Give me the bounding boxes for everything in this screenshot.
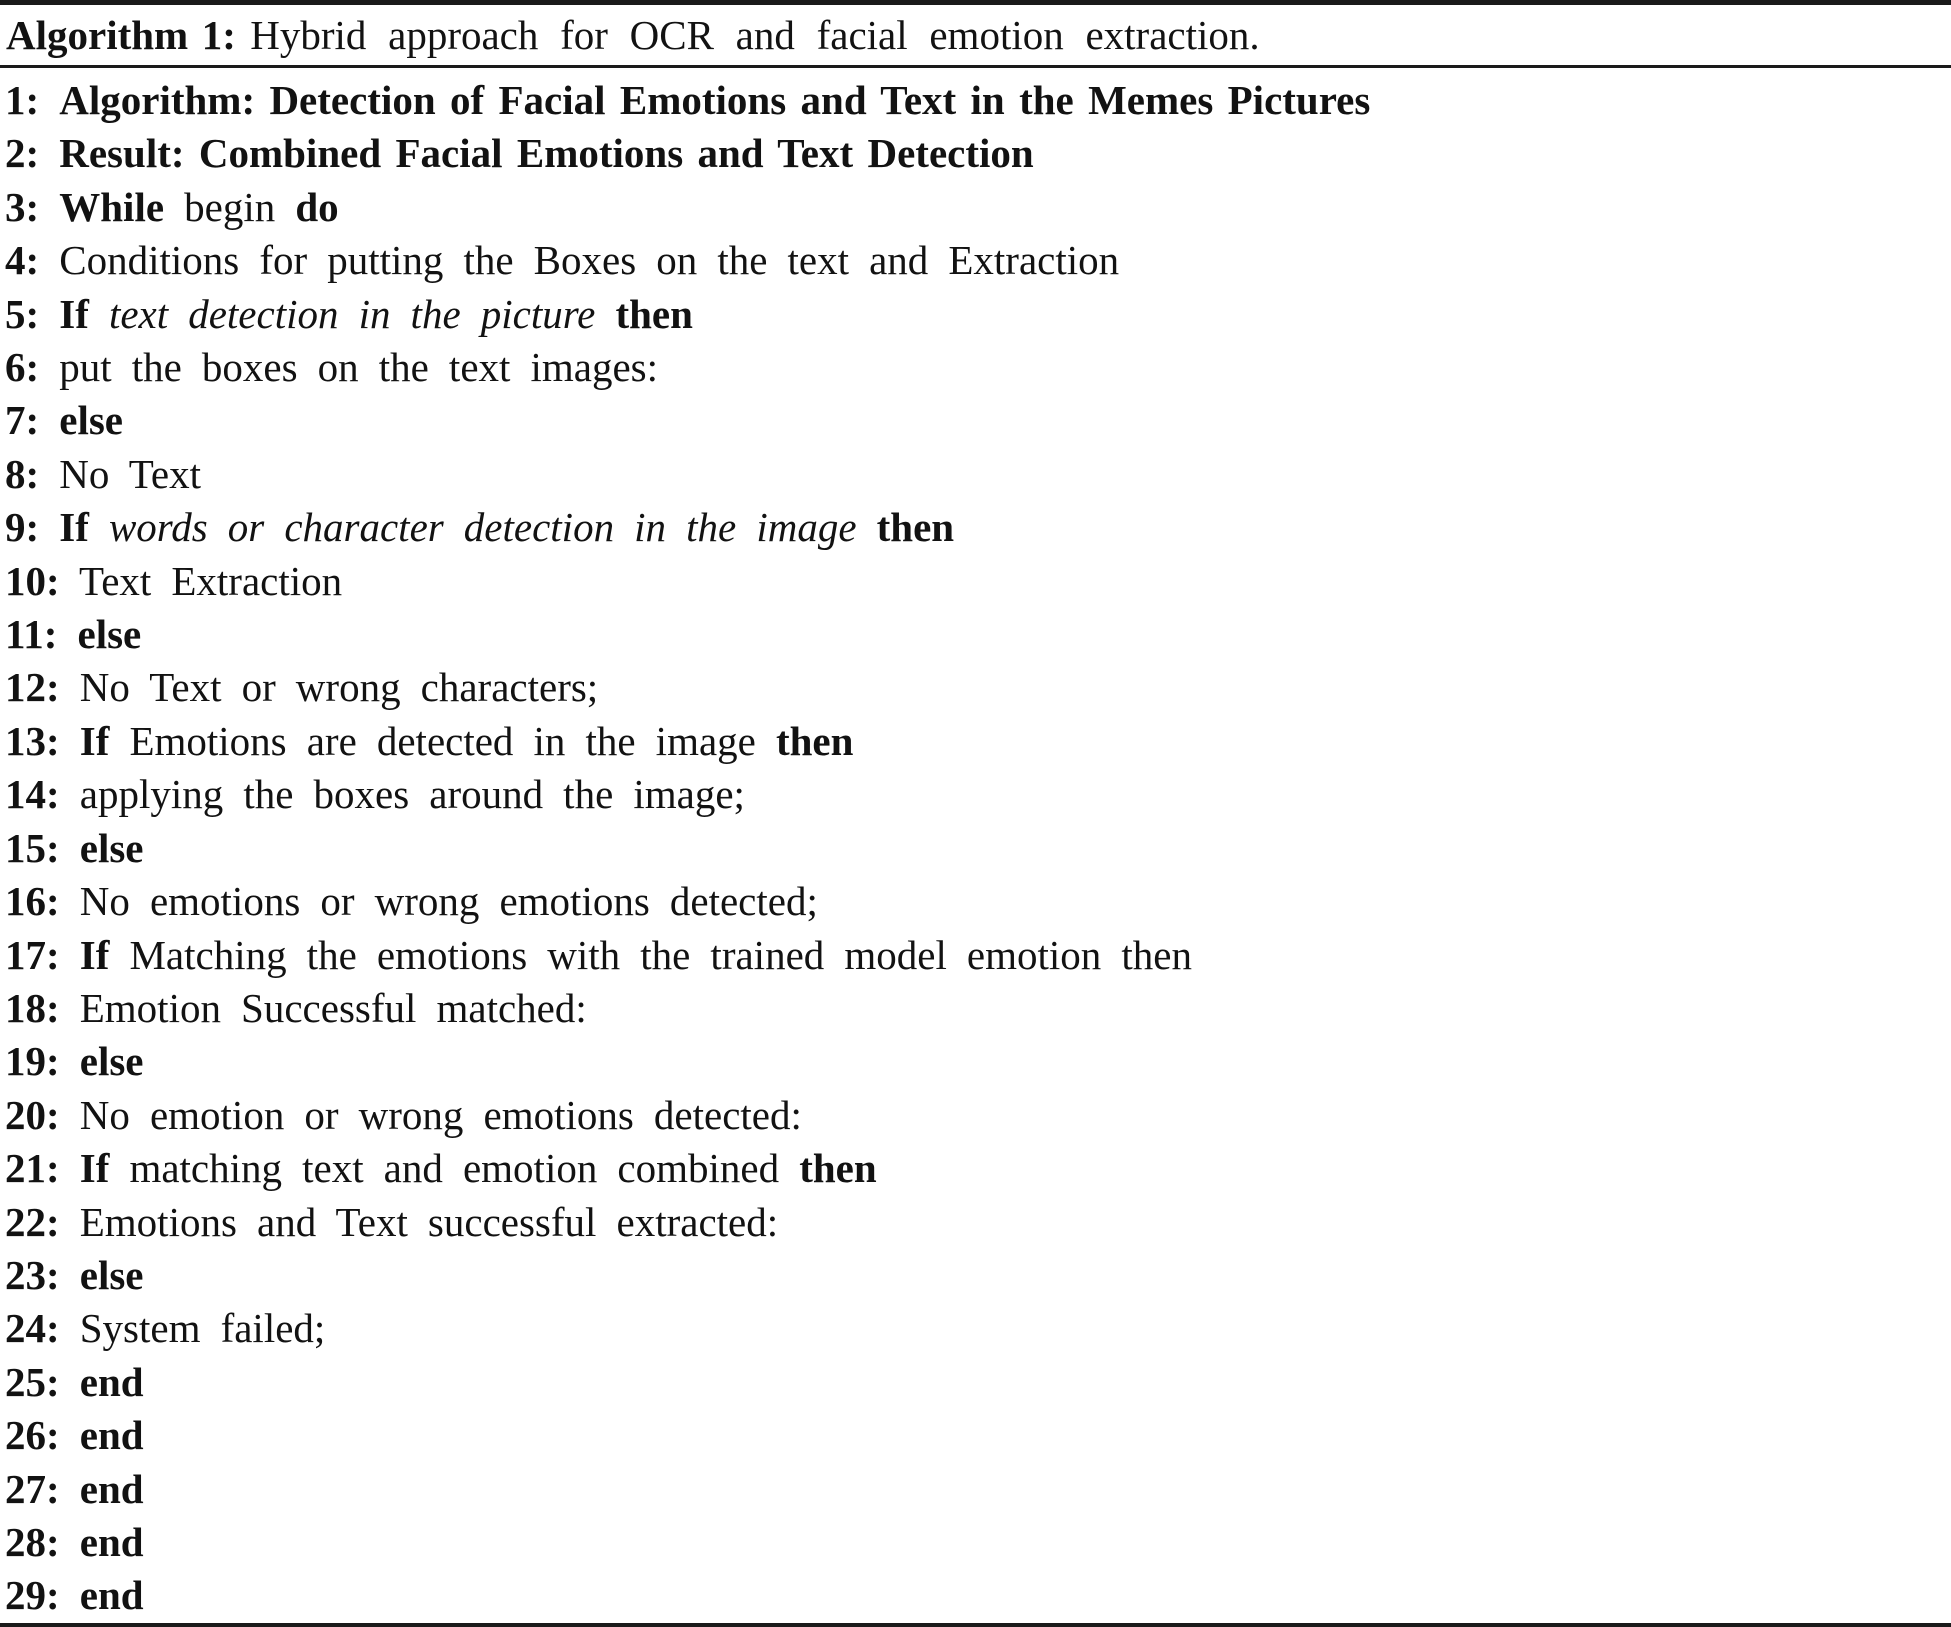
line-segment: applying the boxes around the image; <box>79 771 745 818</box>
line-number: 14: <box>5 771 60 818</box>
line-number: 29: <box>5 1572 60 1619</box>
line-segment: end <box>79 1358 144 1405</box>
line-segment: Algorithm: Detection of Facial Emotions and Text in the Memes Pictures <box>59 77 1371 123</box>
line-segment: begin <box>184 183 276 230</box>
algo-line <box>5 929 1943 982</box>
algo-line <box>5 822 1943 875</box>
line-segment: do <box>295 183 339 230</box>
algo-line <box>5 181 1943 234</box>
algo-line <box>5 608 1943 661</box>
line-segment: Result: Combined Facial Emotions and Text Detection <box>59 130 1034 177</box>
line-segment: If <box>79 1145 110 1192</box>
algo-line <box>5 715 1943 768</box>
line-segment: end <box>79 1412 144 1459</box>
line-number: 19: <box>5 1038 60 1085</box>
algo-line <box>5 501 1943 554</box>
algorithm-label: Algorithm 1: <box>6 12 236 58</box>
line-segment: No Text or wrong characters; <box>79 664 599 711</box>
algo-line <box>5 288 1943 341</box>
algo-line <box>5 74 1943 127</box>
line-number: 15: <box>5 824 60 871</box>
line-segment: then <box>615 290 693 337</box>
line-number: 1: <box>5 77 40 123</box>
line-segment: Matching the emotions with the trained model emotion then <box>129 931 1192 978</box>
algo-line <box>5 555 1943 608</box>
algo-line <box>5 1089 1943 1142</box>
line-segment: else <box>79 824 144 871</box>
algo-line <box>5 1356 1943 1409</box>
algo-line <box>5 1035 1943 1088</box>
line-segment: matching text and emotion combined <box>129 1145 780 1192</box>
line-number: 28: <box>5 1518 60 1565</box>
algo-line <box>5 768 1943 821</box>
line-segment: else <box>77 611 142 658</box>
line-number: 10: <box>5 557 60 604</box>
algo-line <box>5 1569 1943 1622</box>
line-number: 20: <box>5 1091 60 1138</box>
line-segment: then <box>775 717 854 764</box>
algo-line <box>5 127 1943 180</box>
line-segment: else <box>79 1251 144 1298</box>
line-segment: Emotions and Text successful extracted: <box>79 1198 779 1245</box>
algo-line <box>5 1516 1943 1569</box>
algo-line <box>5 1463 1943 1516</box>
line-segment: If <box>79 931 110 978</box>
algo-line <box>5 1409 1943 1462</box>
algorithm-caption <box>0 5 1951 68</box>
algo-line <box>5 394 1943 447</box>
line-segment: Emotion Successful matched: <box>79 984 587 1031</box>
algo-line <box>5 1249 1943 1302</box>
line-segment: System failed; <box>79 1305 326 1352</box>
line-segment: No Text <box>59 450 201 497</box>
line-number: 9: <box>5 504 40 551</box>
line-segment: end <box>79 1572 144 1619</box>
algorithm-lines <box>0 68 1951 1623</box>
algo-line <box>5 1142 1943 1195</box>
algo-line <box>5 341 1943 394</box>
line-number: 27: <box>5 1465 60 1512</box>
algo-line <box>5 1302 1943 1355</box>
line-number: 2: <box>5 130 40 177</box>
line-segment: If <box>79 717 110 764</box>
line-number: 18: <box>5 984 60 1031</box>
line-number: 22: <box>5 1198 60 1245</box>
algo-line <box>5 234 1943 287</box>
line-number: 8: <box>5 450 40 497</box>
line-segment: end <box>79 1465 144 1512</box>
algo-line <box>5 661 1943 714</box>
algo-line <box>5 982 1943 1035</box>
line-segment: put the boxes on the text images: <box>59 344 659 391</box>
line-segment: Conditions for putting the Boxes on the text and Extraction <box>59 237 1120 284</box>
line-segment: else <box>59 397 123 444</box>
line-number: 13: <box>5 717 60 764</box>
line-segment: words or character detection in the image <box>108 504 857 551</box>
line-number: 7: <box>5 397 40 444</box>
line-number: 25: <box>5 1358 60 1405</box>
line-segment: else <box>79 1038 144 1085</box>
line-segment: No emotions or wrong emotions detected; <box>79 878 818 925</box>
line-number: 26: <box>5 1412 60 1459</box>
algo-line <box>5 875 1943 928</box>
line-number: 3: <box>5 183 40 230</box>
line-number: 16: <box>5 878 60 925</box>
line-segment: text detection in the picture <box>108 290 596 337</box>
line-segment: then <box>799 1145 877 1192</box>
line-segment: Text Extraction <box>79 557 343 604</box>
line-segment: No emotion or wrong emotions detected: <box>79 1091 802 1138</box>
algorithm-title: Hybrid approach for OCR and facial emotion extraction. <box>250 12 1260 58</box>
line-segment: end <box>79 1518 144 1565</box>
line-segment: then <box>876 504 955 551</box>
line-segment: Emotions are detected in the image <box>129 717 756 764</box>
line-number: 24: <box>5 1305 60 1352</box>
line-segment: While <box>59 183 165 230</box>
line-number: 6: <box>5 344 40 391</box>
line-segment: If <box>59 504 89 551</box>
line-number: 11: <box>5 611 58 658</box>
line-number: 4: <box>5 237 40 284</box>
line-number: 23: <box>5 1251 60 1298</box>
line-number: 21: <box>5 1145 60 1192</box>
algo-line <box>5 448 1943 501</box>
line-number: 12: <box>5 664 60 711</box>
line-number: 17: <box>5 931 60 978</box>
algo-line <box>5 1196 1943 1249</box>
line-segment: If <box>59 290 89 337</box>
line-number: 5: <box>5 290 40 337</box>
